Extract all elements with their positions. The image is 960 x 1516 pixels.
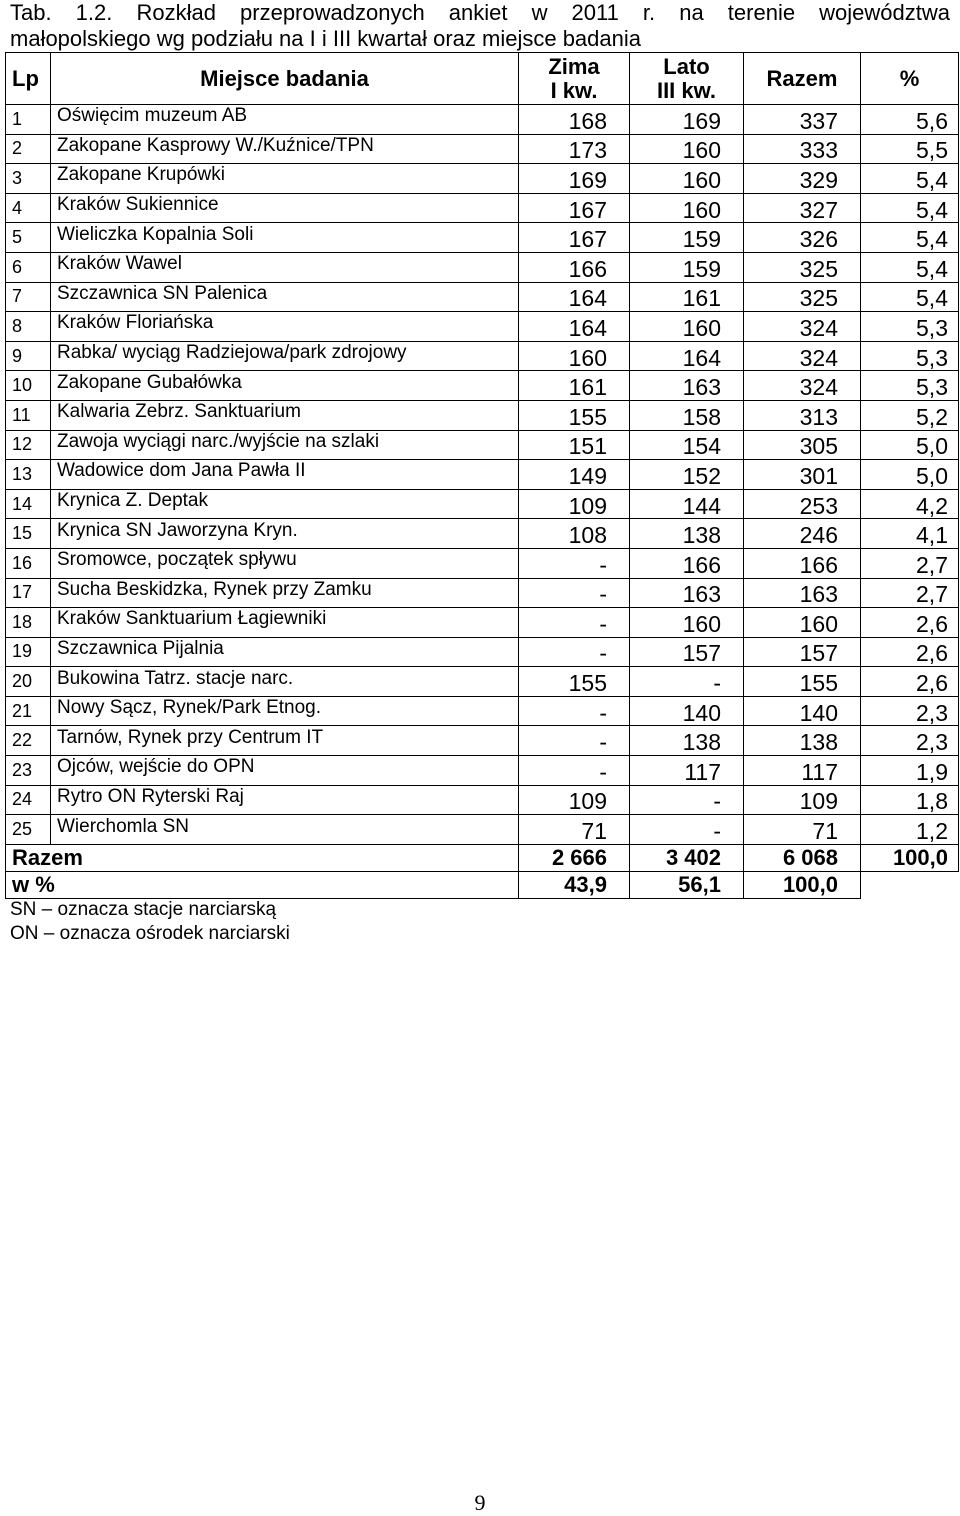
row-razem: 163 <box>744 580 861 610</box>
row-lp: 21 <box>6 696 51 726</box>
total-pct: 100,0 <box>861 844 959 871</box>
row-razem: 324 <box>744 314 861 344</box>
row-razem: 117 <box>744 758 861 788</box>
row-lato: 161 <box>630 284 744 314</box>
table-row <box>6 489 959 519</box>
table-row <box>6 223 959 253</box>
total-row <box>6 844 959 871</box>
header-zima <box>519 53 630 105</box>
row-pct: 4,2 <box>861 491 959 521</box>
table-row <box>6 815 959 845</box>
row-pct: 5,4 <box>861 166 959 196</box>
header-lato <box>630 53 744 105</box>
row-lato: 169 <box>630 107 744 137</box>
row-lp: 11 <box>6 400 51 430</box>
row-razem: 155 <box>744 669 861 699</box>
row-pct: 5,2 <box>861 402 959 432</box>
row-razem: 157 <box>744 639 861 669</box>
row-lato: - <box>630 817 744 847</box>
row-place: Kraków Wawel <box>51 249 519 279</box>
table-row <box>6 312 959 342</box>
table-row <box>6 105 959 135</box>
row-place: Oświęcim muzeum AB <box>51 102 519 132</box>
row-lato: 160 <box>630 136 744 166</box>
table-row <box>6 430 959 460</box>
row-razem: 333 <box>744 136 861 166</box>
row-lp: 14 <box>6 489 51 519</box>
row-place: Wierchomla SN <box>51 812 519 842</box>
row-razem: 325 <box>744 254 861 284</box>
row-place: Bukowina Tatrz. stacje narc. <box>51 664 519 694</box>
table-row <box>6 548 959 578</box>
title-line-1 <box>10 0 950 26</box>
row-place: Sucha Beskidzka, Rynek przy Zamku <box>51 575 519 605</box>
row-lato: 158 <box>630 402 744 432</box>
percent-label: w % <box>6 871 519 898</box>
table-row <box>6 341 959 371</box>
note-sn: SN – oznacza stacje narciarską <box>10 899 277 920</box>
row-razem: 109 <box>744 787 861 817</box>
row-lato: 144 <box>630 491 744 521</box>
table-row <box>6 519 959 549</box>
row-lp: 7 <box>6 282 51 312</box>
row-pct: 2,7 <box>861 550 959 580</box>
row-zima: - <box>519 639 630 669</box>
title-word: r. <box>642 0 656 25</box>
row-lp: 24 <box>6 785 51 815</box>
table-row <box>6 164 959 194</box>
row-lp: 17 <box>6 578 51 608</box>
table-row <box>6 667 959 697</box>
row-pct: 5,3 <box>861 314 959 344</box>
row-razem: 337 <box>744 107 861 137</box>
row-razem: 138 <box>744 728 861 758</box>
row-place: Zakopane Krupówki <box>51 161 519 191</box>
row-lato: 160 <box>630 314 744 344</box>
row-zima: 71 <box>519 817 630 847</box>
title-word: województwa <box>819 0 950 25</box>
row-place: Kalwaria Zebrz. Sanktuarium <box>51 397 519 427</box>
percent-lato: 56,1 <box>630 871 744 898</box>
row-lato: 152 <box>630 462 744 492</box>
header-pct: % <box>861 53 959 105</box>
title-word: przeprowadzonych <box>240 0 425 25</box>
row-place: Wadowice dom Jana Pawła II <box>51 457 519 487</box>
table-row <box>6 193 959 223</box>
title-line-2: małopolskiego wg podziału na I i III kwartał oraz miejsce badania <box>10 26 641 51</box>
table-row <box>6 785 959 815</box>
row-lp: 15 <box>6 519 51 549</box>
row-razem: 324 <box>744 373 861 403</box>
row-pct: 1,9 <box>861 758 959 788</box>
row-lp: 2 <box>6 134 51 164</box>
page-number: 9 <box>474 1490 486 1515</box>
row-pct: 5,4 <box>861 254 959 284</box>
row-lp: 22 <box>6 726 51 756</box>
row-lato: - <box>630 787 744 817</box>
row-pct: 2,6 <box>861 669 959 699</box>
row-place: Zakopane Gubałówka <box>51 368 519 398</box>
title-word: 1.2. <box>75 0 113 25</box>
row-razem: 71 <box>744 817 861 847</box>
row-razem: 246 <box>744 521 861 551</box>
row-pct: 5,3 <box>861 343 959 373</box>
row-lato: 160 <box>630 195 744 225</box>
total-label: Razem <box>6 844 519 871</box>
row-zima: 173 <box>519 136 630 166</box>
row-zima: 164 <box>519 284 630 314</box>
row-zima: 151 <box>519 432 630 462</box>
title-word: w <box>531 0 548 25</box>
row-place: Szczawnica Pijalnia <box>51 634 519 664</box>
row-zima: - <box>519 580 630 610</box>
row-razem: 327 <box>744 195 861 225</box>
row-place: Kraków Sanktuarium Łagiewniki <box>51 605 519 635</box>
total-lato: 3 402 <box>630 844 744 871</box>
row-place: Tarnów, Rynek przy Centrum IT <box>51 723 519 753</box>
row-lp: 9 <box>6 341 51 371</box>
row-zima: - <box>519 698 630 728</box>
row-lato: 164 <box>630 343 744 373</box>
row-razem: 160 <box>744 610 861 640</box>
row-place: Krynica Z. Deptak <box>51 486 519 516</box>
header-lato-line1: Lato <box>663 53 710 79</box>
row-pct: 1,8 <box>861 787 959 817</box>
row-razem: 324 <box>744 343 861 373</box>
percent-zima: 43,9 <box>519 871 630 898</box>
row-lp: 10 <box>6 371 51 401</box>
row-pct: 2,3 <box>861 728 959 758</box>
table-row <box>6 726 959 756</box>
row-razem: 301 <box>744 462 861 492</box>
row-lato: 160 <box>630 610 744 640</box>
row-zima: 167 <box>519 195 630 225</box>
row-zima: 155 <box>519 669 630 699</box>
table-row <box>6 578 959 608</box>
survey-table <box>5 52 959 899</box>
row-lato: 138 <box>630 521 744 551</box>
title-word: Rozkład <box>136 0 216 25</box>
percent-empty <box>861 871 959 898</box>
row-lp: 20 <box>6 667 51 697</box>
row-place: Szczawnica SN Palenica <box>51 279 519 309</box>
row-pct: 5,0 <box>861 462 959 492</box>
row-lato: 163 <box>630 373 744 403</box>
row-place: Krynica SN Jaworzyna Kryn. <box>51 516 519 546</box>
row-pct: 5,0 <box>861 432 959 462</box>
header-row <box>6 53 959 105</box>
row-place: Rabka/ wyciąg Radziejowa/park zdrojowy <box>51 338 519 368</box>
header-zima-line1: Zima <box>548 53 600 79</box>
row-pct: 2,7 <box>861 580 959 610</box>
row-lato: 159 <box>630 254 744 284</box>
row-pct: 2,6 <box>861 610 959 640</box>
row-place: Kraków Sukiennice <box>51 190 519 220</box>
row-place: Wieliczka Kopalnia Soli <box>51 220 519 250</box>
row-zima: 166 <box>519 254 630 284</box>
row-zima: 160 <box>519 343 630 373</box>
row-zima: 155 <box>519 402 630 432</box>
table-title <box>10 0 950 52</box>
row-lp: 13 <box>6 460 51 490</box>
table-row <box>6 608 959 638</box>
row-lato: 157 <box>630 639 744 669</box>
row-zima: 161 <box>519 373 630 403</box>
row-place: Zawoja wyciągi narc./wyjście na szlaki <box>51 427 519 457</box>
header-zima-line2: I kw. <box>550 77 598 103</box>
row-zima: 164 <box>519 314 630 344</box>
percent-row <box>6 871 959 898</box>
row-zima: 108 <box>519 521 630 551</box>
row-lp: 6 <box>6 252 51 282</box>
row-razem: 305 <box>744 432 861 462</box>
row-lato: 154 <box>630 432 744 462</box>
row-lp: 19 <box>6 637 51 667</box>
row-lato: 140 <box>630 698 744 728</box>
row-lp: 1 <box>6 105 51 135</box>
row-lato: 163 <box>630 580 744 610</box>
row-place: Rytro ON Ryterski Raj <box>51 782 519 812</box>
row-lato: 159 <box>630 225 744 255</box>
row-pct: 5,4 <box>861 195 959 225</box>
table-row <box>6 756 959 786</box>
total-razem: 6 068 <box>744 844 861 871</box>
row-zima: 169 <box>519 166 630 196</box>
row-lato: 160 <box>630 166 744 196</box>
row-lp: 4 <box>6 193 51 223</box>
row-pct: 5,6 <box>861 107 959 137</box>
header-place: Miejsce badania <box>51 53 519 105</box>
row-lp: 12 <box>6 430 51 460</box>
table-row <box>6 460 959 490</box>
row-lp: 8 <box>6 312 51 342</box>
row-place: Sromowce, początek spływu <box>51 545 519 575</box>
row-zima: 109 <box>519 491 630 521</box>
row-lato: 117 <box>630 758 744 788</box>
row-pct: 5,4 <box>861 284 959 314</box>
row-zima: - <box>519 610 630 640</box>
row-lp: 5 <box>6 223 51 253</box>
row-razem: 313 <box>744 402 861 432</box>
header-lato-line2: III kw. <box>656 77 717 103</box>
title-word: ankiet <box>448 0 508 25</box>
row-pct: 5,4 <box>861 225 959 255</box>
row-lato: 138 <box>630 728 744 758</box>
row-lato: 166 <box>630 550 744 580</box>
row-place: Ojców, wejście do OPN <box>51 753 519 783</box>
row-place: Kraków Floriańska <box>51 309 519 339</box>
row-razem: 253 <box>744 491 861 521</box>
row-lp: 3 <box>6 164 51 194</box>
title-word: Tab. <box>10 0 52 25</box>
table-row <box>6 400 959 430</box>
row-lato: - <box>630 669 744 699</box>
row-pct: 1,2 <box>861 817 959 847</box>
header-razem: Razem <box>744 53 861 105</box>
row-zima: - <box>519 758 630 788</box>
row-pct: 5,3 <box>861 373 959 403</box>
row-zima: 167 <box>519 225 630 255</box>
percent-razem: 100,0 <box>744 871 861 898</box>
title-word: na <box>679 0 704 25</box>
note-on: ON – oznacza ośrodek narciarski <box>10 923 290 944</box>
title-word: terenie <box>727 0 796 25</box>
row-zima: 168 <box>519 107 630 137</box>
row-pct: 2,6 <box>861 639 959 669</box>
title-word: 2011 <box>571 0 619 25</box>
row-zima: 109 <box>519 787 630 817</box>
row-razem: 140 <box>744 698 861 728</box>
table-row <box>6 696 959 726</box>
row-place: Zakopane Kasprowy W./Kuźnice/TPN <box>51 131 519 161</box>
row-pct: 5,5 <box>861 136 959 166</box>
footnotes <box>10 898 290 946</box>
table-row <box>6 637 959 667</box>
row-zima: - <box>519 550 630 580</box>
row-lp: 16 <box>6 548 51 578</box>
row-razem: 166 <box>744 550 861 580</box>
header-lp: Lp <box>6 53 51 105</box>
row-razem: 329 <box>744 166 861 196</box>
table-row <box>6 252 959 282</box>
table-row <box>6 371 959 401</box>
row-zima: 149 <box>519 462 630 492</box>
table-row <box>6 282 959 312</box>
row-lp: 23 <box>6 756 51 786</box>
row-lp: 18 <box>6 608 51 638</box>
row-razem: 325 <box>744 284 861 314</box>
row-pct: 4,1 <box>861 521 959 551</box>
row-razem: 326 <box>744 225 861 255</box>
total-zima: 2 666 <box>519 844 630 871</box>
table-row <box>6 134 959 164</box>
row-place: Nowy Sącz, Rynek/Park Etnog. <box>51 693 519 723</box>
row-pct: 2,3 <box>861 698 959 728</box>
row-lp: 25 <box>6 815 51 845</box>
row-zima: - <box>519 728 630 758</box>
